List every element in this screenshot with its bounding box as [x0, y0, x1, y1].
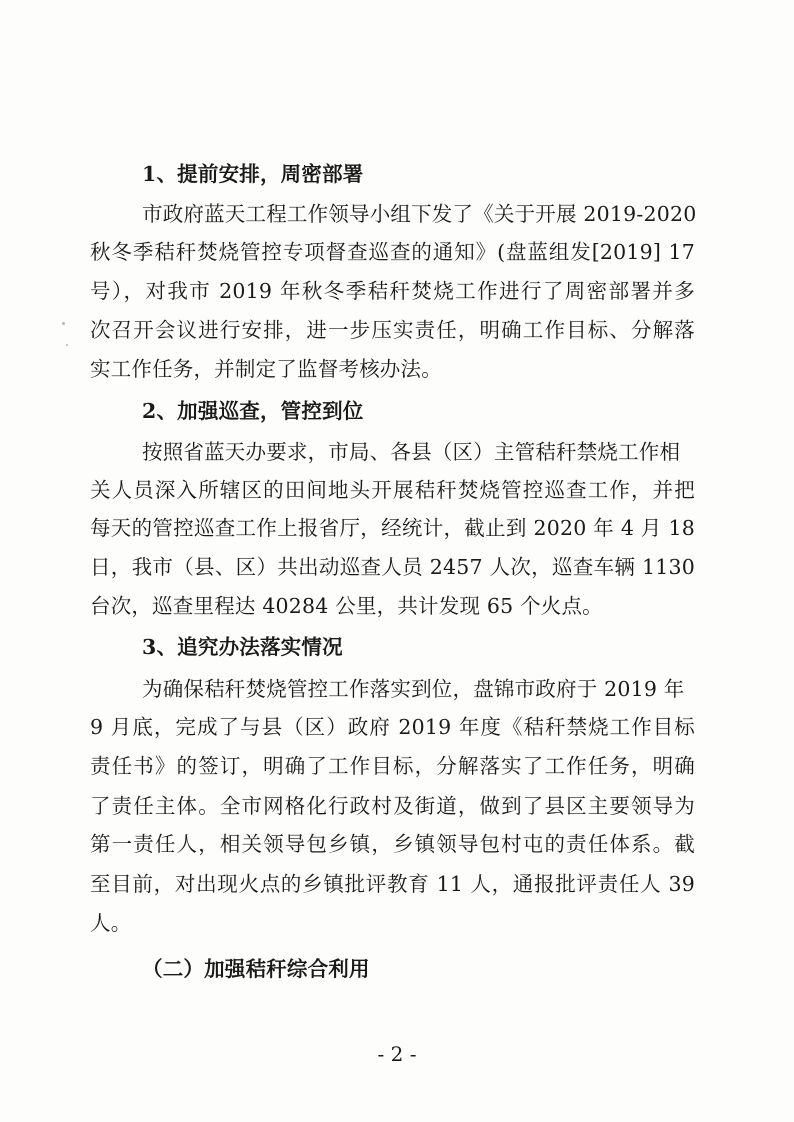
paragraph-line: 秋冬季秸秆焚烧管控专项督查巡查的通知》(盘蓝组发[2019] 17 [90, 240, 695, 264]
section-heading-2: 2、加强巡查，管控到位 [142, 399, 364, 423]
section-heading-3: 3、追究办法落实情况 [142, 635, 343, 659]
paragraph-line: 号），对我市 2019 年秋冬季秸秆焚烧工作进行了周密部署并多 [90, 279, 695, 303]
paragraph-line: 台次，巡查里程达 40284 公里，共计发现 65 个火点。 [90, 594, 603, 618]
paragraph-line: 为确保秸秆焚烧管控工作落实到位，盘锦市政府于 2019 年 [142, 677, 685, 701]
paragraph-line: 责任书》的签订，明确了工作目标，分解落实了工作任务，明确 [90, 754, 695, 778]
section-heading-1: 1、提前安排，周密部署 [142, 162, 364, 186]
paragraph-line: 关人员深入所辖区的田间地头开展秸秆焚烧管控巡查工作，并把 [90, 478, 695, 502]
scan-speck [66, 344, 68, 346]
paragraph-line: 实工作任务，并制定了监督考核办法。 [90, 357, 442, 381]
paragraph-line: 第一责任人，相关领导包乡镇，乡镇领导包村屯的责任体系。截 [90, 832, 695, 856]
paragraph-line: 按照省蓝天办要求，市局、各县（区）主管秸秆禁烧工作相 [142, 440, 681, 464]
paragraph-line: 次召开会议进行安排，进一步压实责任，明确工作目标、分解落 [90, 318, 695, 342]
paragraph-line: 每天的管控巡查工作上报省厅，经统计，截止到 2020 年 4 月 18 [90, 516, 695, 540]
paragraph-line: 9 月底，完成了与县（区）政府 2019 年度《秸秆禁烧工作目标 [90, 715, 695, 739]
paragraph-line: 日，我市（县、区）共出动巡查人员 2457 人次，巡查车辆 1130 [90, 555, 695, 579]
page-number: - 2 - [377, 1042, 417, 1066]
paragraph-line: 至目前，对出现火点的乡镇批评教育 11 人，通报批评责任人 39 [90, 872, 695, 896]
scan-speck [62, 322, 65, 325]
paragraph-line: 了责任主体。全市网格化行政村及街道，做到了县区主要领导为 [90, 794, 695, 818]
paragraph-line: 市政府蓝天工程工作领导小组下发了《关于开展 2019-2020 [142, 202, 697, 226]
paragraph-line: 人。 [90, 911, 132, 935]
section-heading-4: （二）加强秸秆综合利用 [142, 957, 370, 981]
